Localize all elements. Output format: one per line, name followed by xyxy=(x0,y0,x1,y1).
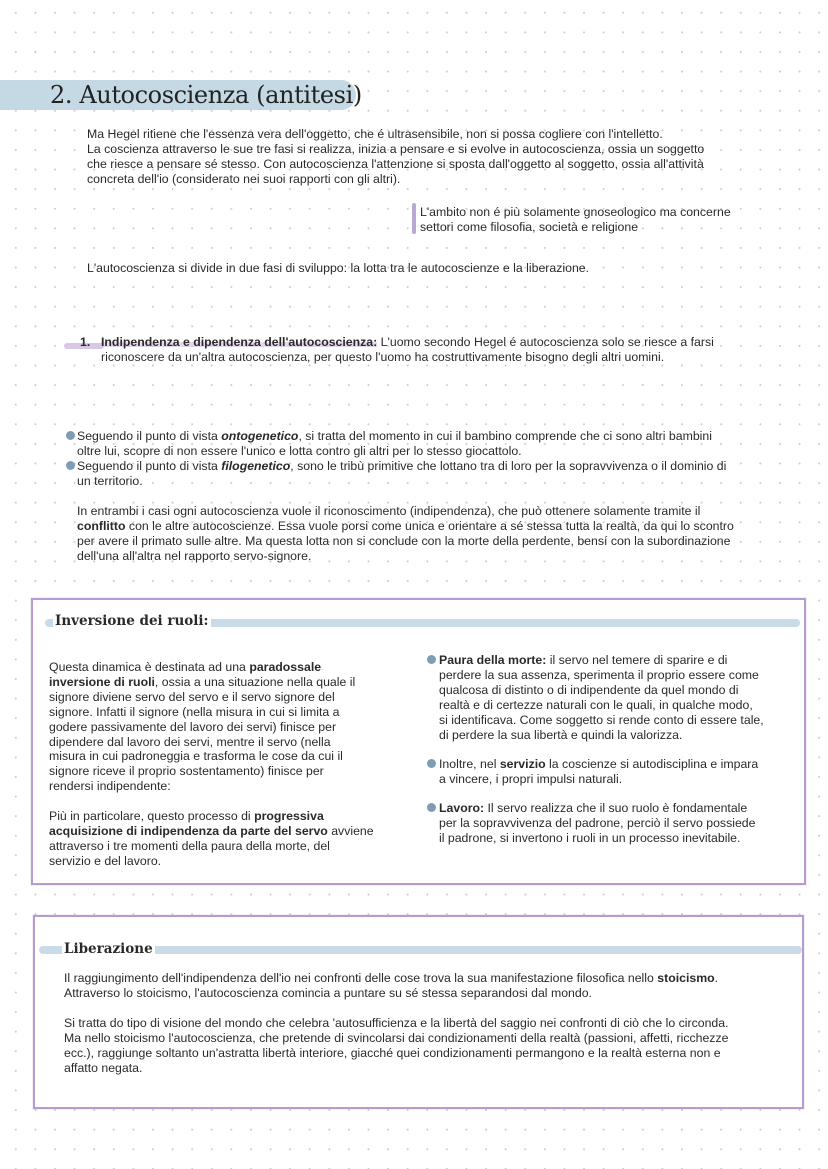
fear-of-death xyxy=(439,653,789,742)
liberation-text xyxy=(64,971,794,1075)
liberation-box xyxy=(33,915,804,1109)
text: signore diviene servo del servo e il servo signore del xyxy=(49,689,335,704)
bold-term: servizio xyxy=(499,757,546,771)
text: Inoltre, nel xyxy=(439,757,500,771)
text: signore riceve il proprio sostentamento) finisce per xyxy=(49,764,324,779)
bullet-dot xyxy=(427,655,436,664)
text: il padrone, si invertono i ruoli in un processo inevitabile. xyxy=(439,830,741,845)
bullet-phylogenetic xyxy=(77,459,797,489)
text: il servo nel temere di sparire e di xyxy=(546,653,728,667)
bullet-text: un territorio. xyxy=(77,473,143,488)
bold-term: stoicismo xyxy=(657,971,715,985)
text: . xyxy=(714,971,719,985)
text: Si tratta do tipo di visione del mondo che celebra 'autosufficienza e la libertà del saggio nei confronti di ciò che lo circonda. xyxy=(64,1015,729,1030)
item-heading: Indipendenza e dipendenza dell'autocoscienza: xyxy=(101,335,378,349)
box-heading: Liberazione xyxy=(64,941,153,957)
intro-line: concreta dell'io (considerato nei suoi rapporti con gli altri). xyxy=(87,171,401,186)
note-line: L'ambito non é più solamente gnoseologico ma concerne xyxy=(420,205,731,219)
numbered-item xyxy=(101,335,761,365)
text: perdere la sua assenza, sperimenta il proprio essere come xyxy=(439,667,759,682)
paragraph-line: In entrambi i casi ogni autocoscienza vuole il riconoscimento (indipendenza), che può ottenere solamente tramite il xyxy=(77,504,701,518)
text: servizio e del lavoro. xyxy=(49,853,162,868)
bullet-text: , sono le tribù primitive che lottano tra di loro per la sopravvivenza o il dominio di xyxy=(290,459,727,473)
text: Il servo realizza che il suo ruolo è fondamentale xyxy=(484,801,748,815)
text: Questa dinamica è destinata ad una xyxy=(49,660,250,674)
page-title: 2. Autocoscienza (antitesi) xyxy=(50,81,362,109)
text: Il raggiungimento dell'indipendenza dell'io nei confronti delle cose trova la sua manifestazione filosofica nello xyxy=(64,971,658,985)
text: Ma nello stoicismo l'autocoscienza, che pretende di svincolarsi dai condizionamenti della realtà (passioni, affetti, ricchezze xyxy=(64,1030,729,1045)
text: dipendere dal lavoro dei servi, mentre il servo (nella xyxy=(49,734,331,749)
inversion-left-column xyxy=(49,660,389,869)
text: qualcosa di distinto o di indipendente da quel mondo di xyxy=(439,682,739,697)
note-line: settori come filosofia, società e religione xyxy=(420,219,639,234)
note-marker xyxy=(412,203,416,234)
item-text: riconoscere da un'altra autocoscienza, per questo l'uomo ha costruttivamente bisogno degli altri uomini. xyxy=(101,349,665,364)
phases-sentence: L'autocoscienza si divide in due fasi di sviluppo: la lotta tra le autocoscienze e la liberazione. xyxy=(87,261,590,275)
bold-term: progressiva xyxy=(254,809,324,824)
bullet-ontogenetic xyxy=(77,429,797,459)
text: , ossia a una situazione nella quale il xyxy=(154,674,356,689)
paragraph-line: per avere il primato sulle altre. Ma questa lotta non si conclude con la morte della perdente, bensí con la subordinazione xyxy=(77,533,731,548)
bullet-emphasis: ontogenetico xyxy=(221,429,299,443)
text: godere passivamente del lavoro dei servi) finisce per xyxy=(49,719,337,734)
bullet-dot xyxy=(427,803,436,812)
bold-term: Lavoro: xyxy=(439,801,485,815)
text: rendersi indipendente: xyxy=(49,779,171,794)
bullet-dot xyxy=(66,431,75,440)
intro-line: Ma Hegel ritiene che l'essenza vera dell'oggetto, che é ultrasensibile, non si possa cogliere con l'intelletto. xyxy=(87,127,663,141)
intro-line: La coscienza attraverso le sue tre fasi si realizza, inizia a pensare e si evolve in autocoscienza, ossia un soggetto xyxy=(87,141,705,156)
side-note xyxy=(420,205,780,235)
bullet-text: oltre lui, scopre di non essere l'unico e lotta contro gli altri per lo stesso giocattolo. xyxy=(77,443,522,458)
text: affatto negata. xyxy=(64,1060,143,1075)
paragraph-line: dell'una all'altra nel rapporto servo-signore. xyxy=(77,548,312,563)
inversion-box xyxy=(31,598,806,885)
bold-term: inversione di ruoli xyxy=(49,674,155,689)
paragraph-line: con le altre autocoscienze. Essa vuole porsi come unica e orientare a sé stessa tutta la realtà, da qui lo scontro xyxy=(125,518,734,533)
text: per la sopravvivenza del padrone, perciò il servo possiede xyxy=(439,815,756,830)
text: Attraverso lo stoicismo, l'autocoscienza comincia a puntare su sé stessa separandosi dal mondo. xyxy=(64,985,592,1000)
text: la coscienze si autodisciplina e impara xyxy=(545,757,759,771)
text: a vincere, i propri impulsi naturali. xyxy=(439,771,623,786)
bullet-dot xyxy=(427,759,436,768)
bullet-text: Seguendo il punto di vista xyxy=(77,459,222,473)
text: di perdere la sua libertà e quindi la valorizza. xyxy=(439,727,683,742)
conflict-paragraph xyxy=(77,504,797,564)
bold-term: Paura della morte: xyxy=(439,653,547,667)
service xyxy=(439,757,789,787)
work xyxy=(439,801,789,846)
item-text: L'uomo secondo Hegel é autocoscienza solo se riesce a farsi xyxy=(377,335,714,349)
bold-term: acquisizione di indipendenza da parte del servo xyxy=(49,824,328,839)
text: realtà e di certezze naturali con le quali, in qualche modo, xyxy=(439,697,753,712)
intro-line: che riesce a pensare sé stesso. Con autocoscienza l'attenzione si sposta dall'oggetto al soggetto, ossia all'attività xyxy=(87,156,704,171)
bullet-text: , si tratta del momento in cui il bambino comprende che ci sono altri bambini xyxy=(298,429,712,443)
bullet-emphasis: filogenetico xyxy=(221,459,291,473)
item-number: 1. xyxy=(80,335,91,349)
text: Più in particolare, questo processo di xyxy=(49,809,255,824)
bullet-text: Seguendo il punto di vista xyxy=(77,429,222,443)
bullet-dot xyxy=(66,461,75,470)
text: signore. Infatti il signore (nella misura in cui si limita a xyxy=(49,704,340,719)
bold-term: conflitto xyxy=(77,518,126,533)
text: si identificava. Come soggetto si rende conto di essere tale, xyxy=(439,712,764,727)
text: avviene xyxy=(327,824,374,839)
box-heading: Inversione dei ruoli: xyxy=(55,613,209,629)
text: ecc.), raggiunge soltanto un'astratta libertà interiore, giacché quei condizionamenti permangono e la realtà esterna non e xyxy=(64,1045,721,1060)
text: attraverso i tre momenti della paura della morte, del xyxy=(49,838,330,853)
text: misura in cui padroneggia e trasforma le cose da cui il xyxy=(49,749,343,764)
bold-term: paradossale xyxy=(249,660,322,674)
intro-paragraph xyxy=(87,127,787,187)
